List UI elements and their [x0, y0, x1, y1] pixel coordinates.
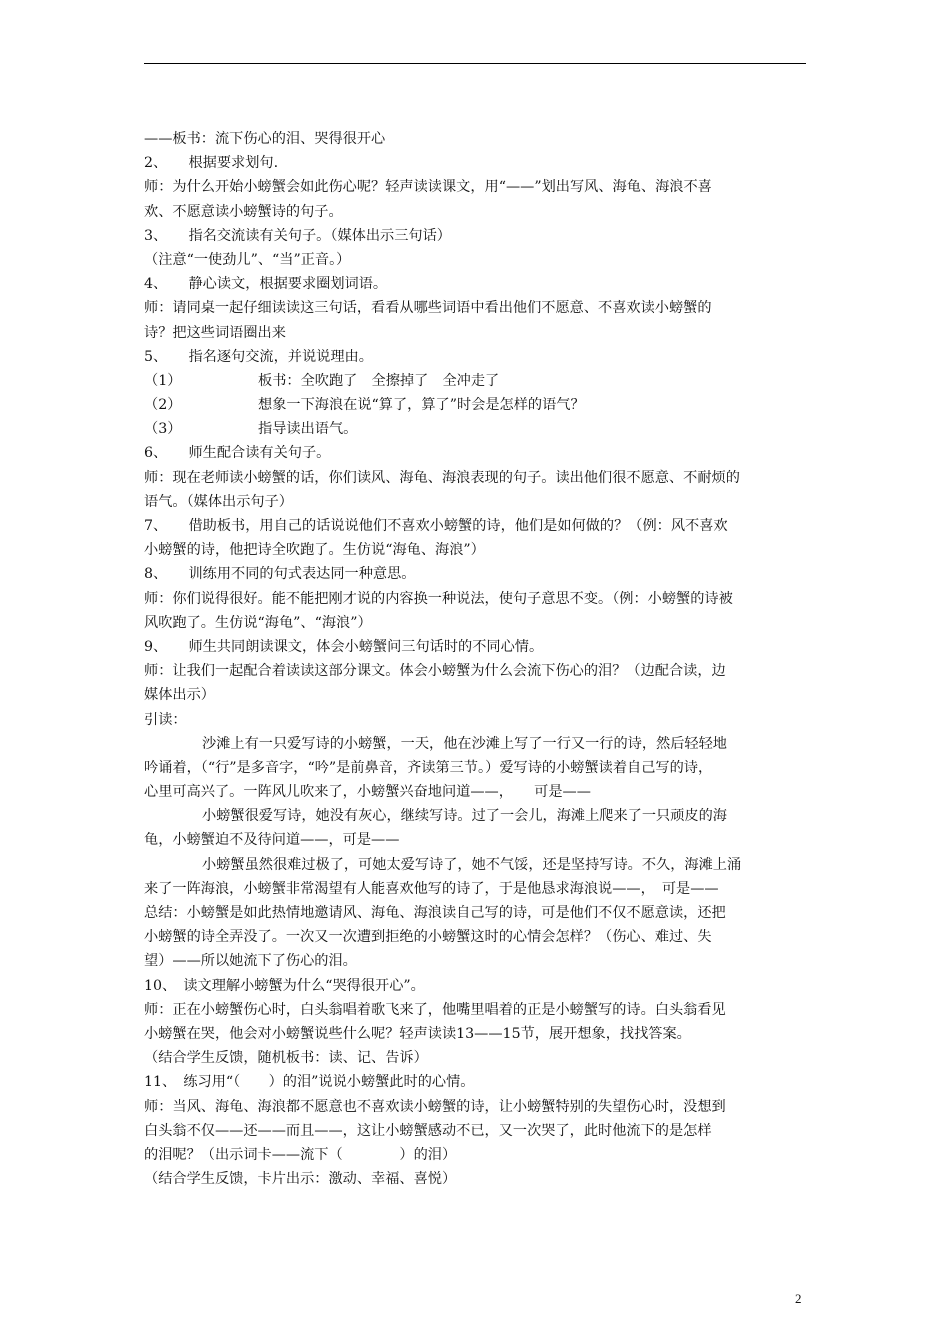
text-line: 9、 师生共同朗读课文，体会小螃蟹问三句话时的不同心情。 [144, 638, 544, 655]
text-line: 小螃蟹的诗，他把诗全吹跑了。生仿说“海龟、海浪”） [144, 542, 485, 559]
text-line: 师：正在小螃蟹伤心时，白头翁唱着歌飞来了，他嘴里唱着的正是小螃蟹写的诗。白头翁看见 [144, 1001, 726, 1018]
text-line: 小螃蟹的诗全弄没了。一次又一次遭到拒绝的小螃蟹这时的心情会怎样？（伤心、难过、失 [144, 929, 712, 946]
text-line: 师：现在老师读小螃蟹的话，你们读风、海龟、海浪表现的句子。读出他们很不愿意、不耐烦的 [144, 469, 740, 486]
text-line: 10、 读文理解小螃蟹为什么“哭得很开心”。 [144, 977, 425, 994]
sub-item-number: （1） [144, 372, 182, 389]
text-line: 7、 借助板书，用自己的话说说他们不喜欢小螃蟹的诗，他们是如何做的？（例：风不喜欢 [144, 518, 728, 534]
sub-item-text: 板书：全吹跑了 全擦掉了 全冲走了 [258, 372, 500, 389]
sub-item [144, 369, 808, 393]
text-line: 3、 指名交流读有关句子。（媒体出示三句话） [144, 227, 451, 244]
sub-item-text: 指导读出语气。 [258, 421, 358, 438]
reading-line: 吟诵着，（“行”是多音字，“吟”是前鼻音，齐读第三节。）爱写诗的小螃蟹读着自己写的诗， [144, 759, 713, 776]
reading-line: 沙滩上有一只爱写诗的小螃蟹，一天，他在沙滩上写了一行又一行的诗，然后轻轻地 [202, 735, 727, 752]
text-line: 总结：小螃蟹是如此热情地邀请风、海龟、海浪读自己写的诗，可是他们不仅不愿意读，还把 [144, 905, 726, 921]
page-number: 2 [795, 1291, 802, 1306]
reading-line: 心里可高兴了。一阵风儿吹来了，小螃蟹兴奋地问道——， 可是—— [144, 784, 591, 801]
sub-item [144, 393, 808, 417]
reading-line: 小螃蟹很爱写诗，她没有灰心，继续写诗。过了一会儿，海滩上爬来了一只顽皮的海 [202, 808, 727, 825]
text-line: 11、 练习用“（ ）的泪”说说小螃蟹此时的心情。 [144, 1074, 475, 1091]
sub-item-number: （2） [144, 397, 182, 414]
reading-line: 小螃蟹虽然很难过极了，可她太爱写诗了，她不气馁，还是坚持写诗。不久，海滩上涌 [202, 856, 742, 873]
text-line: 2、 根据要求划句. [144, 155, 279, 172]
text-line: 5、 指名逐句交流，并说说理由。 [144, 348, 373, 365]
text-line: 师：当风、海龟、海浪都不愿意也不喜欢读小螃蟹的诗，让小螃蟹特别的失望伤心时，没想到 [144, 1098, 726, 1115]
header-rule [144, 63, 806, 64]
sub-item-number: （3） [144, 421, 182, 438]
text-line: 诗？把这些词语圈出来 [144, 324, 286, 341]
text-line: 白头翁不仅——还——而且——，这让小螃蟹感动不已，又一次哭了，此时他流下的是怎样 [144, 1122, 712, 1139]
text-line: 8、 训练用不同的句式表达同一种意思。 [144, 566, 416, 583]
document-body [144, 127, 808, 1191]
sub-item [144, 417, 808, 441]
text-line: 的泪呢？（出示词卡——流下（ ）的泪） [144, 1146, 457, 1163]
text-line: 6、 师生配合读有关句子。 [144, 445, 331, 462]
text-line: 媒体出示） [144, 687, 215, 704]
text-line: 望）——所以她流下了伤心的泪。 [144, 953, 357, 970]
text-line: ——板书：流下伤心的泪、哭得很开心 [144, 131, 386, 147]
text-line: （结合学生反馈，随机板书：读、记、告诉） [144, 1050, 428, 1067]
text-line: 师：请同桌一起仔细读读这三句话，看看从哪些词语中看出他们不愿意、不喜欢读小螃蟹的 [144, 300, 712, 317]
sub-item-text: 想象一下海浪在说“算了，算了”时会是怎样的语气？ [258, 397, 585, 414]
text-line: 师：让我们一起配合着读读这部分课文。体会小螃蟹为什么会流下伤心的泪？（边配合读，边 [144, 663, 726, 680]
text-line: 风吹跑了。生仿说“海龟”、“海浪”） [144, 614, 372, 631]
text-line: 语气。（媒体出示句子） [144, 493, 293, 510]
text-line: 欢、不愿意读小螃蟹诗的句子。 [144, 203, 343, 220]
reading-line: 来了一阵海浪，小螃蟹非常渴望有人能喜欢他写的诗了，于是他恳求海浪说——， 可是—— [144, 880, 719, 897]
reading-line: 龟，小螃蟹迫不及待问道——，可是—— [144, 832, 400, 849]
text-line: 引读： [144, 711, 187, 728]
text-line: 小螃蟹在哭，他会对小螃蟹说些什么呢？轻声读读13——15节，展开想象，找找答案。 [144, 1025, 691, 1042]
text-line: （结合学生反馈，卡片出示：激动、幸福、喜悦） [144, 1171, 457, 1188]
text-line: 师：你们说得很好。能不能把刚才说的内容换一种说法，使句子意思不变。（例：小螃蟹的诗被 [144, 590, 733, 607]
text-line: 师：为什么开始小螃蟹会如此伤心呢？轻声读读课文，用“——”划出写风、海龟、海浪不喜 [144, 179, 712, 196]
text-line: 4、 静心读文，根据要求圈划词语。 [144, 276, 388, 293]
text-line: （注意“一使劲儿”、“当”正音。） [144, 251, 351, 268]
